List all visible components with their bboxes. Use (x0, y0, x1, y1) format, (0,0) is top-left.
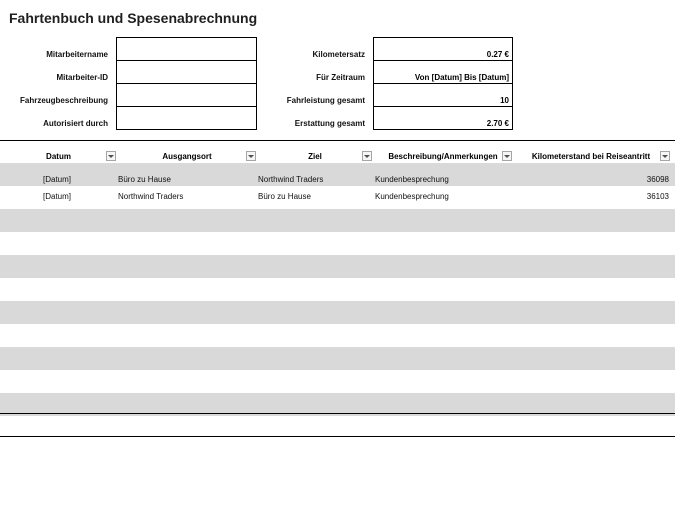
label-authorized-by: Autorisiert durch (43, 119, 108, 128)
table-row-empty[interactable] (0, 347, 675, 370)
label-period: Für Zeitraum (316, 73, 365, 82)
label-total-mileage: Fahrleistung gesamt (286, 96, 365, 105)
table-bottom-border (0, 413, 675, 414)
table-row[interactable] (0, 163, 675, 186)
column-header-datum: Datum (46, 152, 71, 161)
label-employee-id: Mitarbeiter-ID (56, 73, 108, 82)
table-row-empty[interactable] (0, 209, 675, 232)
table-row-empty[interactable] (0, 278, 675, 301)
filter-dropdown-ziel-icon[interactable] (362, 151, 372, 161)
cell-kilometerstand[interactable]: 36098 (646, 175, 669, 184)
label-vehicle-description: Fahrzeugbeschreibung (19, 96, 108, 105)
label-total-reimbursement: Erstattung gesamt (294, 119, 365, 128)
cell-kilometerstand[interactable]: 36103 (646, 192, 669, 201)
cell-datum[interactable]: [Datum] (43, 192, 72, 201)
authorized-by-field[interactable] (116, 107, 257, 130)
table-row-empty[interactable] (0, 255, 675, 278)
table-header (0, 150, 675, 163)
filter-dropdown-beschreibung-icon[interactable] (502, 151, 512, 161)
table-row-empty[interactable] (0, 324, 675, 347)
filter-dropdown-datum-icon[interactable] (106, 151, 116, 161)
total-mileage-field[interactable]: 10 (373, 84, 513, 107)
column-header-ausgangsort: Ausgangsort (162, 152, 212, 161)
table-row-empty[interactable] (0, 370, 675, 393)
mileage-rate-field[interactable]: 0.27 € (373, 37, 513, 61)
label-mileage-rate: Kilometersatz (312, 50, 365, 59)
cell-beschreibung[interactable]: Kundenbesprechung (375, 175, 449, 184)
table-top-border (0, 140, 675, 141)
table-row[interactable] (0, 186, 675, 209)
table-row-empty[interactable] (0, 301, 675, 324)
table-body (0, 163, 675, 416)
column-header-kilometerstand: Kilometerstand bei Reiseantritt (531, 152, 651, 161)
column-header-beschreibung: Beschreibung/Anmerkungen (388, 152, 498, 161)
vehicle-description-field[interactable] (116, 84, 257, 107)
total-reimbursement-field[interactable]: 2.70 € (373, 107, 513, 130)
filter-dropdown-ausgangsort-icon[interactable] (246, 151, 256, 161)
cell-ziel[interactable]: Northwind Traders (258, 175, 324, 184)
filter-dropdown-kilometerstand-icon[interactable] (660, 151, 670, 161)
cell-beschreibung[interactable]: Kundenbesprechung (375, 192, 449, 201)
employee-id-field[interactable] (116, 61, 257, 84)
cell-ziel[interactable]: Büro zu Hause (258, 192, 311, 201)
table-row-empty[interactable] (0, 232, 675, 255)
cell-ausgangsort[interactable]: Büro zu Hause (118, 175, 171, 184)
column-header-ziel: Ziel (308, 152, 322, 161)
cell-datum[interactable]: [Datum] (43, 175, 72, 184)
cell-ausgangsort[interactable]: Northwind Traders (118, 192, 184, 201)
employee-name-field[interactable] (116, 37, 257, 61)
label-employee-name: Mitarbeitername (46, 50, 108, 59)
totals-row-border (0, 436, 675, 437)
period-field[interactable]: Von [Datum] Bis [Datum] (373, 61, 513, 84)
page-title: Fahrtenbuch und Spesenabrechnung (9, 10, 258, 26)
